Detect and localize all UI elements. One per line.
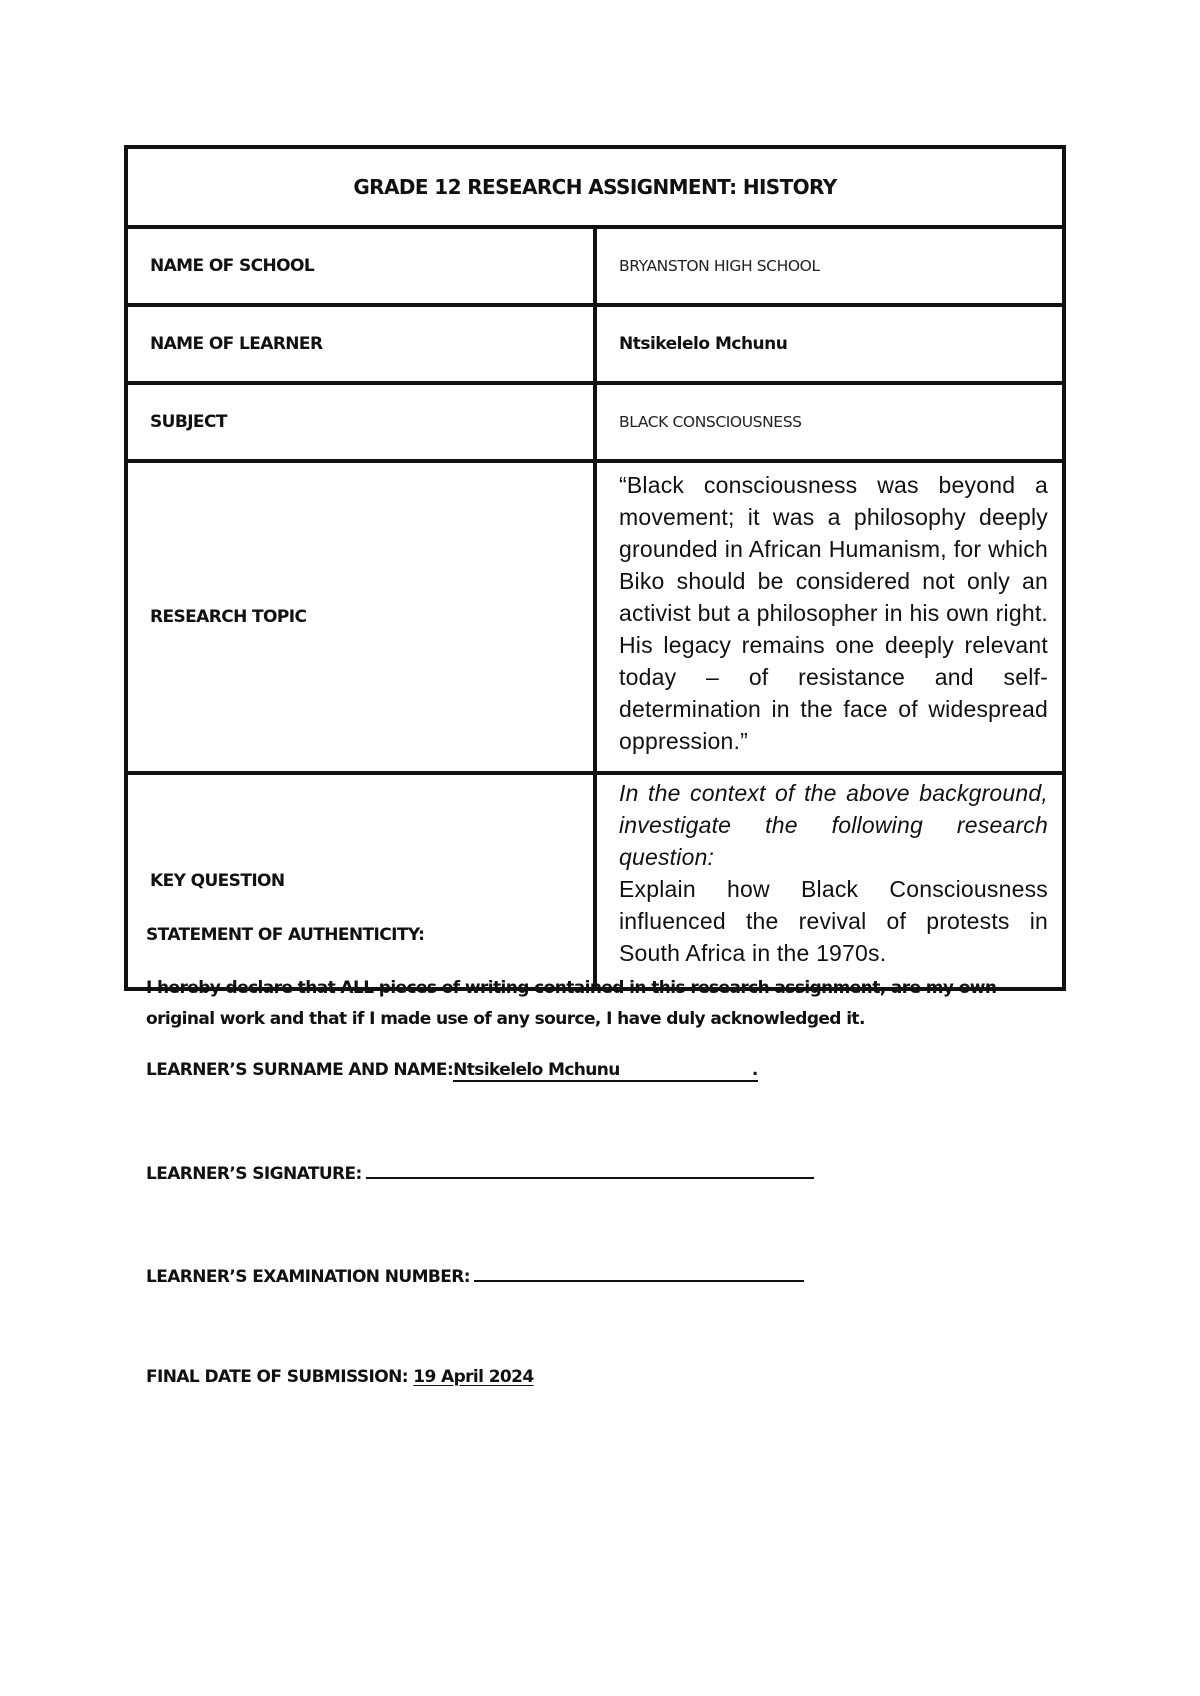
subject-row [126,383,1064,461]
key-question-text: Explain how Black Consciousness influenced the revival of protests in South Africa in the 1970s. [619,876,1048,966]
signature-blank-line[interactable] [366,1163,814,1179]
exam-number-field [146,1266,1046,1287]
key-question-block [619,775,1048,987]
learner-label: NAME OF LEARNER [126,305,595,383]
surname-field [146,1060,1046,1082]
signature-field [146,1163,1046,1184]
key-question-label: KEY QUESTION [126,773,595,989]
surname-end: . [751,1060,758,1080]
key-question-intro: In the context of the above background, investigate the following research question: [619,780,1048,870]
exam-number-blank-line[interactable] [474,1266,804,1282]
statement-body: I hereby declare that ALL pieces of writing contained in this research assignment, are my own original work and that if I made use of any source, I have duly acknowledged it. [146,978,997,1029]
title-row [126,147,1064,227]
learner-value: Ntsikelelo Mchunu [595,305,1064,383]
school-label: NAME OF SCHOOL [126,227,595,305]
school-value: BRYANSTON HIGH SCHOOL [595,227,1064,305]
research-topic-text: “Black consciousness was beyond a movement; it was a philosophy deeply grounded in African Humanism, for which Biko should be considered not only an activist but a philosopher in his own right. His legacy remains one deeply relevant today – of resistance and self-determination in the face of widespread oppression.” [619,472,1048,754]
key-question-value-cell [595,773,1064,989]
school-row [126,227,1064,305]
submission-date-field [146,1367,1046,1387]
exam-number-label: LEARNER’S EXAMINATION NUMBER: [146,1267,470,1287]
topic-value-cell [595,461,1064,773]
surname-label: LEARNER’S SURNAME AND NAME: [146,1060,454,1080]
topic-label: RESEARCH TOPIC [126,461,595,773]
statement-heading: STATEMENT OF AUTHENTICITY: [146,925,425,945]
key-question-row [126,773,1064,989]
submission-date-label: FINAL DATE OF SUBMISSION: [146,1367,408,1387]
subject-value: BLACK CONSCIOUSNESS [595,383,1064,461]
cover-table [124,145,1066,991]
assignment-title: GRADE 12 RESEARCH ASSIGNMENT: HISTORY [126,147,1064,227]
surname-value: Ntsikelelo Mchunu [453,1060,620,1080]
signature-label: LEARNER’S SIGNATURE: [146,1164,362,1184]
learner-row [126,305,1064,383]
topic-row [126,461,1064,773]
surname-fill-line [453,1060,758,1082]
subject-label: SUBJECT [126,383,595,461]
submission-date-value: 19 April 2024 [413,1367,534,1387]
